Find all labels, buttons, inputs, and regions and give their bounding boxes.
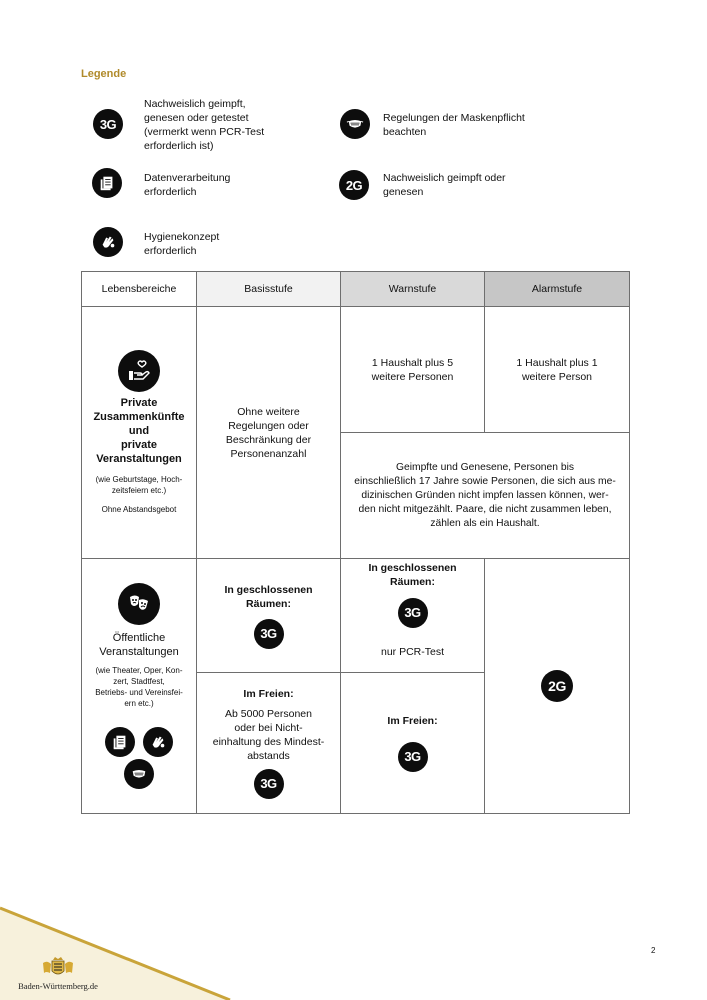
private-basis-text: Ohne weitere Regelungen oder Beschränkung der Personenanzahl xyxy=(225,405,312,460)
public-category-cell xyxy=(82,559,197,814)
private-alarm-text: 1 Haushalt plus 1 weitere Person xyxy=(516,356,598,383)
public-warn-indoor-text: In geschlossenen Räumen: xyxy=(368,562,457,588)
3g-badge-icon: 3G xyxy=(254,769,284,799)
hygiene-icon xyxy=(143,727,173,757)
private-title-line: Zusammenkünfte xyxy=(93,411,185,423)
2g-badge-icon: 2G xyxy=(541,670,573,702)
theater-masks-icon xyxy=(118,583,160,625)
private-title-line: und xyxy=(128,425,150,437)
legend-mask-text: Regelungen der Maskenpflicht beachten xyxy=(383,112,525,138)
private-shared-text: Geimpfte und Genesene, Personen bis einschließlich 17 Jahre sowie Personen, die sich aus me- dizinischen Gründen nicht impfen lassen können, wer- den nicht mitgezählt. Paare, die nicht zusammen leben, zählen als ein Haushalt. xyxy=(354,461,616,529)
public-warn-outdoor-cell xyxy=(341,673,485,814)
public-examples: (wie Theater, Oper, Kon- zert, Stadtfest, Betriebs- und Vereinsfei- ern etc.) xyxy=(95,666,183,708)
private-warn-cell xyxy=(341,307,485,433)
3g-badge-icon: 3G xyxy=(93,109,123,139)
3g-badge-icon: 3G xyxy=(398,598,428,628)
header-lebensbereiche: Lebensbereiche xyxy=(82,272,197,307)
legend-title: Legende xyxy=(81,68,127,80)
private-title-line: Private xyxy=(120,397,158,409)
document-icon xyxy=(105,727,135,757)
private-category-cell xyxy=(82,307,197,559)
public-alarm-cell xyxy=(485,559,630,814)
gift-heart-icon xyxy=(118,350,160,392)
private-basis-cell xyxy=(197,307,341,559)
private-warn-text: 1 Haushalt plus 5 weitere Personen xyxy=(371,356,454,383)
3g-badge-icon: 3G xyxy=(398,742,428,772)
public-warn-indoor-note: nur PCR-Test xyxy=(380,646,444,658)
coat-of-arms-icon xyxy=(38,955,78,979)
public-title-line: Veranstaltungen xyxy=(99,646,179,658)
public-title-line: Öffentliche xyxy=(112,632,166,644)
private-title-line: Veranstaltungen xyxy=(96,453,182,465)
private-examples: (wie Geburtstage, Hoch- zeitsfeiern etc.) xyxy=(95,475,183,495)
private-note: Ohne Abstandsgebot xyxy=(101,505,177,514)
public-basis-outdoor-cell xyxy=(197,673,341,814)
public-warn-outdoor-title: Im Freien: xyxy=(387,715,438,727)
public-basis-indoor-cell xyxy=(197,559,341,673)
private-shared-cell xyxy=(341,433,630,559)
public-basis-outdoor-title: Im Freien: xyxy=(243,688,294,700)
page-number: 2 xyxy=(651,946,656,955)
header-warnstufe: Warnstufe xyxy=(341,272,485,307)
header-basisstufe: Basisstufe xyxy=(197,272,341,307)
mask-icon xyxy=(340,109,370,139)
public-warn-indoor-cell xyxy=(341,559,485,673)
legend-hygiene-text: Hygienekonzept erforderlich xyxy=(144,231,220,257)
baden-wuerttemberg-logo[interactable] xyxy=(8,955,108,995)
legend-data-text: Datenverarbeitung erforderlich xyxy=(144,172,231,198)
public-basis-indoor-text: In geschlossenen Räumen: xyxy=(224,583,313,610)
hygiene-icon xyxy=(93,227,123,257)
document-icon xyxy=(92,168,122,198)
legend-2g-text: Nachweislich geimpft oder genesen xyxy=(383,172,506,198)
rules-table xyxy=(81,271,630,814)
mask-icon xyxy=(124,759,154,789)
2g-badge-icon: 2G xyxy=(339,170,369,200)
3g-badge-icon: 3G xyxy=(254,619,284,649)
logo-text: Baden-Württemberg.de xyxy=(18,981,98,991)
legend-3g-text: Nachweislich geimpft, genesen oder getestet (vermerkt wenn PCR-Test erforderlich ist) xyxy=(144,98,265,152)
header-alarmstufe: Alarmstufe xyxy=(485,272,630,307)
public-basis-outdoor-text: Ab 5000 Personen oder bei Nicht- einhaltung des Mindest- abstands xyxy=(212,708,325,762)
private-alarm-cell xyxy=(485,307,630,433)
private-title-line: private xyxy=(120,439,158,451)
